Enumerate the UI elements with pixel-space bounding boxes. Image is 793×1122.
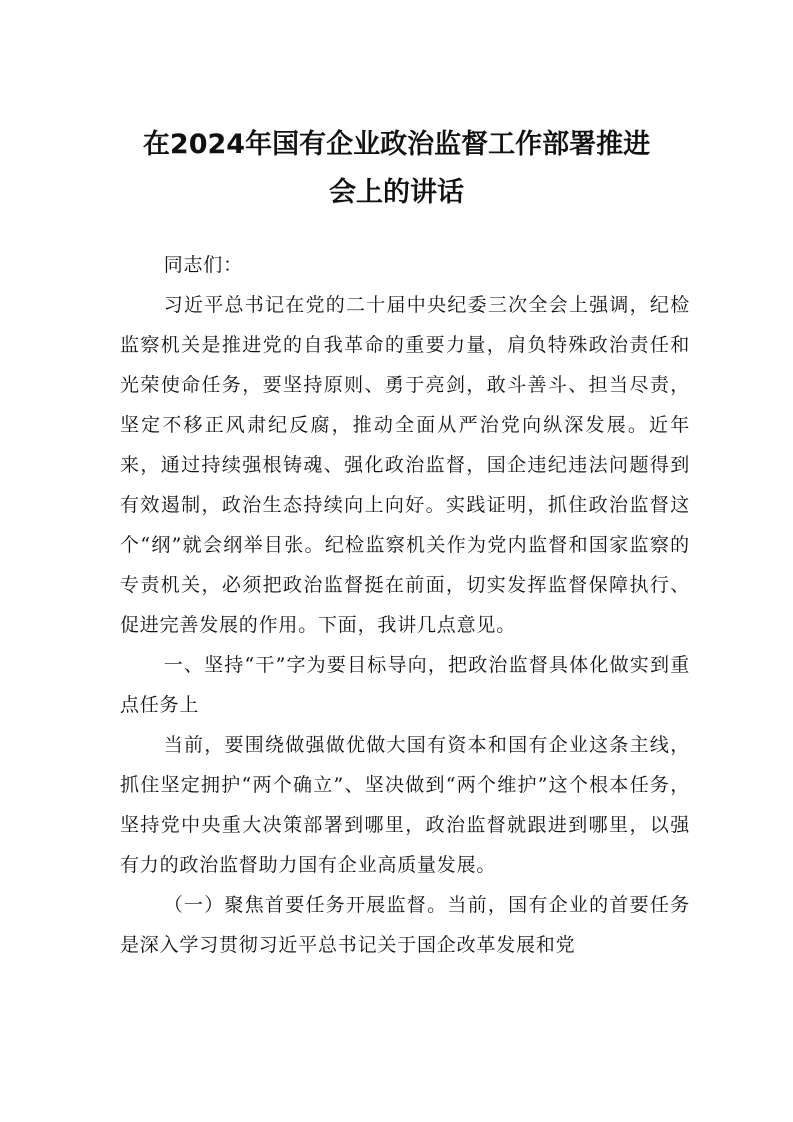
paragraph-subsection-1: （一）聚焦首要任务开展监督。当前，国有企业的首要任务是深入学习贯彻习近平总书记关于国企改革发展和党	[120, 894, 690, 956]
paragraph-section-1: 当前，要围绕做强做优做大国有资本和国有企业这条主线，抓住坚定拥护“两个确立”、坚决做到“两个维护”这个根本任务，坚持党中央重大决策部署到哪里，政治监督就跟进到哪里，以强有力的政治监督助力国有企业高质量发展。	[120, 734, 690, 876]
document-title-line-1: 在2024年国有企业政治监督工作部署推进	[142, 129, 651, 160]
section-heading-1: 一、坚持“干”字为要目标导向，把政治监督具体化做实到重点任务上	[120, 654, 690, 716]
paragraph-intro: 习近平总书记在党的二十届中央纪委三次全会上强调，纪检监察机关是推进党的自我革命的重要力量，肩负特殊政治责任和光荣使命任务，要坚持原则、勇于亮剑，敢斗善斗、担当尽责，坚定不移正风肃纪反腐，推动全面从严治党向纵深发展。近年来，通过持续强根铸魂、强化政治监督，国企违纪违法问题得到有效遏制，政治生态持续向上向好。实践证明，抓住政治监督这个“纲”就会纲举目张。纪检监察机关作为党内监督和国家监察的专责机关，必须把政治监督挺在前面，切实发挥监督保障执行、促进完善发展的作用。下面，我讲几点意见。	[120, 294, 690, 636]
document-body	[120, 245, 690, 965]
document-title-line-2: 会上的讲话	[329, 177, 464, 208]
greeting: 同志们：	[163, 254, 243, 276]
